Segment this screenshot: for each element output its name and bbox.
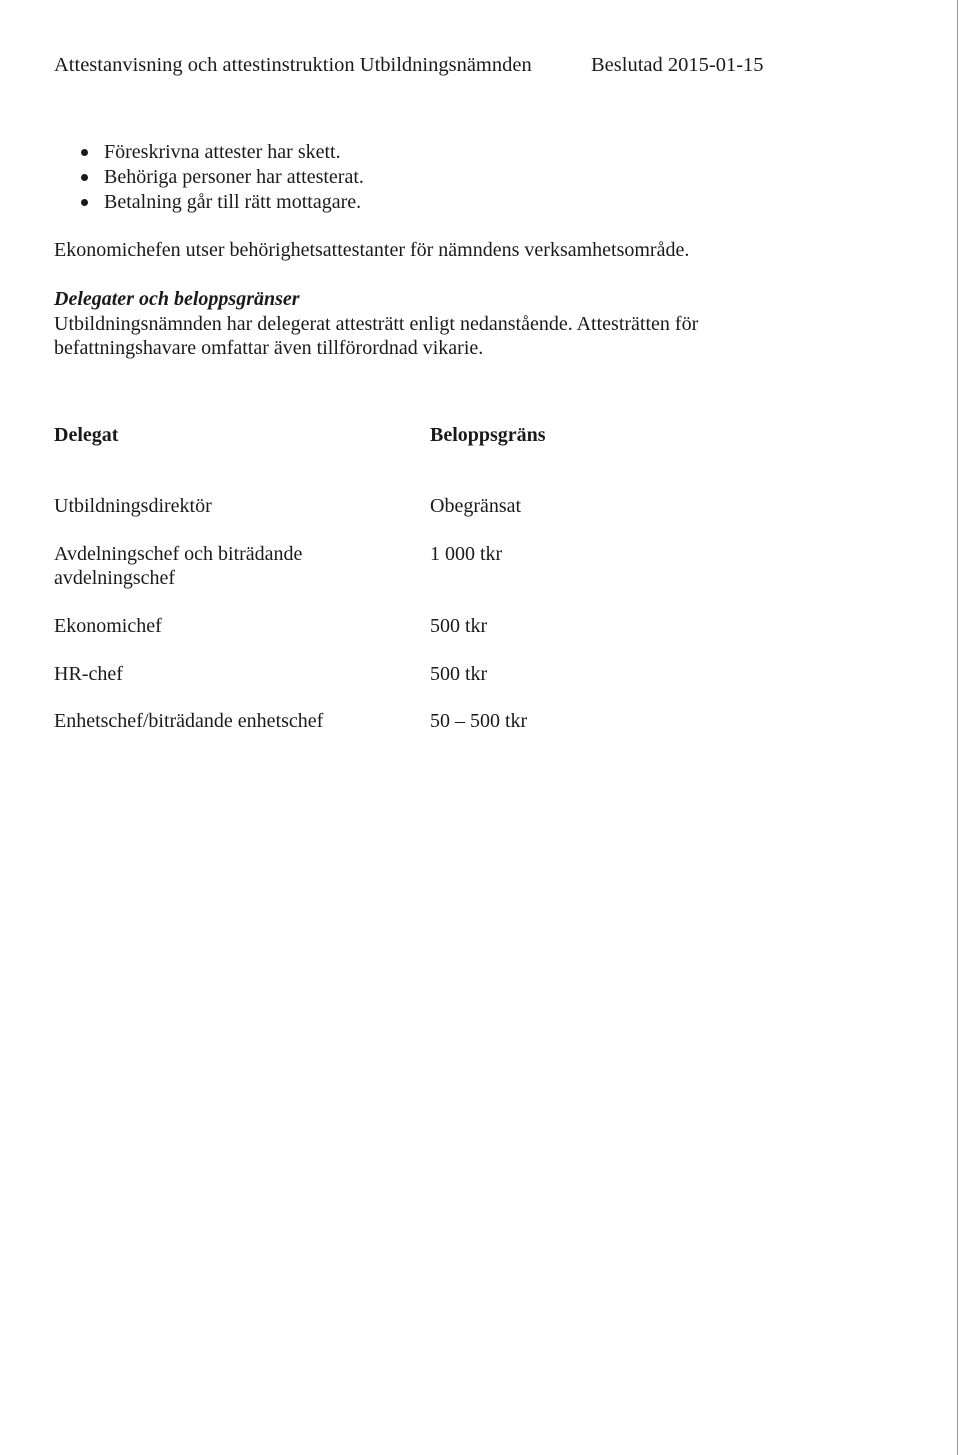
bullet-icon bbox=[81, 199, 88, 206]
section-text-line-2: befattningshavare omfattar även tillförordnad vikarie. bbox=[54, 337, 484, 359]
belopp-cell: 1 000 tkr bbox=[430, 543, 503, 565]
list-item bbox=[54, 165, 364, 190]
delegat-cell: Utbildningsdirektör bbox=[54, 495, 212, 517]
section-text-line-1: Utbildningsnämnden har delegerat attesträtt enligt nedanstående. Attesträtten för bbox=[54, 313, 699, 335]
list-item bbox=[54, 140, 364, 165]
list-item bbox=[54, 190, 364, 215]
belopp-cell: 500 tkr bbox=[430, 663, 488, 685]
delegat-cell: Ekonomichef bbox=[54, 615, 162, 637]
column-header-delegat: Delegat bbox=[54, 424, 119, 446]
decision-date: Beslutad 2015-01-15 bbox=[591, 54, 764, 76]
list-item-text: Betalning går till rätt mottagare. bbox=[104, 191, 362, 213]
section-heading: Delegater och beloppsgränser bbox=[54, 288, 300, 310]
delegat-cell-continuation: avdelningschef bbox=[54, 567, 176, 589]
list-item-text: Föreskrivna attester har skett. bbox=[104, 141, 341, 163]
delegat-cell: Enhetschef/biträdande enhetschef bbox=[54, 710, 324, 732]
delegat-cell: Avdelningschef och biträdande bbox=[54, 543, 303, 565]
belopp-cell: Obegränsat bbox=[430, 495, 522, 517]
checklist bbox=[54, 140, 364, 215]
document-title: Attestanvisning och attestinstruktion Utbildningsnämnden bbox=[54, 54, 532, 76]
paragraph-authorization: Ekonomichefen utser behörighetsattestanter för nämndens verksamhetsområde. bbox=[54, 239, 690, 261]
page-edge-line bbox=[957, 0, 958, 1455]
bullet-icon bbox=[81, 149, 88, 156]
delegat-cell: HR-chef bbox=[54, 663, 123, 685]
belopp-cell: 500 tkr bbox=[430, 615, 488, 637]
list-item-text: Behöriga personer har attesterat. bbox=[104, 166, 364, 188]
column-header-beloppsgrans: Beloppsgräns bbox=[430, 424, 546, 446]
belopp-cell: 50 – 500 tkr bbox=[430, 710, 528, 732]
bullet-icon bbox=[81, 174, 88, 181]
